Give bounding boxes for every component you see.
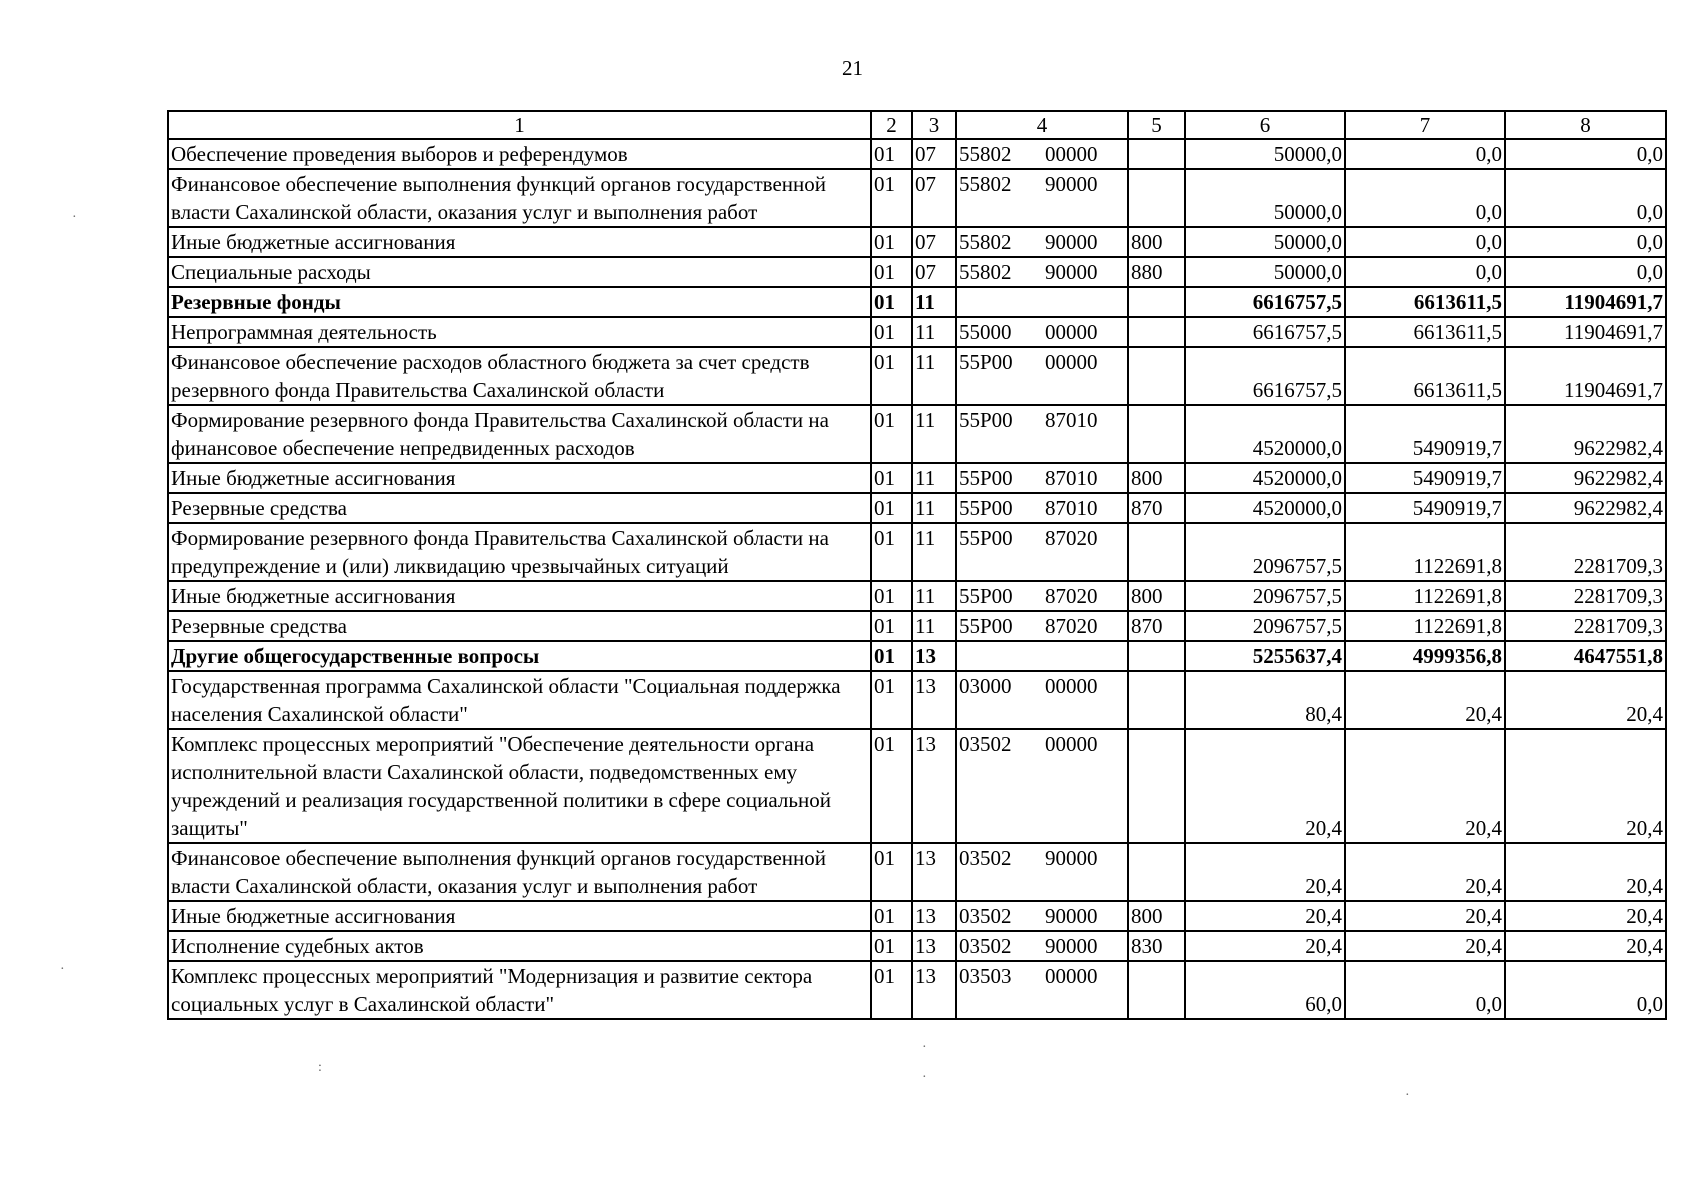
row-section-code: 01 [871, 287, 912, 317]
row-value-col6: 20,4 [1185, 843, 1345, 901]
table-row [168, 729, 1666, 843]
row-target-article-code [956, 843, 1128, 901]
scan-speck: · [922, 1040, 927, 1055]
target-article-program-part: 03503 [959, 964, 1012, 988]
row-target-article-code [956, 227, 1128, 257]
row-value-col6: 20,4 [1185, 729, 1345, 843]
row-value-col8: 0,0 [1505, 227, 1666, 257]
scan-speck: : [318, 1060, 322, 1075]
row-subsection-code: 11 [912, 581, 956, 611]
row-value-col7: 1122691,8 [1345, 611, 1505, 641]
row-value-col6: 6616757,5 [1185, 317, 1345, 347]
target-article-direction-part: 90000 [1045, 172, 1098, 196]
table-row [168, 901, 1666, 931]
row-name-cell: Иные бюджетные ассигнования [168, 463, 871, 493]
row-value-col8: 11904691,7 [1505, 347, 1666, 405]
row-subsection-code: 13 [912, 901, 956, 931]
row-value-col7: 5490919,7 [1345, 463, 1505, 493]
row-target-article-code [956, 257, 1128, 287]
target-article-direction-part: 00000 [1045, 674, 1098, 698]
row-subsection-code: 07 [912, 257, 956, 287]
row-value-col8: 9622982,4 [1505, 463, 1666, 493]
row-expense-type-code: 800 [1128, 227, 1185, 257]
row-name-cell: Финансовое обеспечение расходов областного бюджета за счет средств резервного фонда Правительства Сахалинской области [168, 347, 871, 405]
target-article-program-part: 55802 [959, 260, 1012, 284]
row-value-col7: 20,4 [1345, 931, 1505, 961]
target-article-program-part: 55802 [959, 172, 1012, 196]
row-name-cell: Финансовое обеспечение выполнения функций органов государственной власти Сахалинской области, оказания услуг и выполнения работ [168, 169, 871, 227]
target-article-direction-part: 90000 [1045, 846, 1098, 870]
row-target-article-code [956, 139, 1128, 169]
row-subsection-code: 11 [912, 405, 956, 463]
row-value-col7: 20,4 [1345, 843, 1505, 901]
target-article-program-part: 55000 [959, 320, 1012, 344]
row-section-code: 01 [871, 641, 912, 671]
row-value-col8: 0,0 [1505, 139, 1666, 169]
row-expense-type-code [1128, 729, 1185, 843]
row-target-article-code [956, 901, 1128, 931]
row-value-col7: 6613611,5 [1345, 317, 1505, 347]
row-value-col6: 2096757,5 [1185, 523, 1345, 581]
row-value-col6: 20,4 [1185, 931, 1345, 961]
row-target-article-code [956, 317, 1128, 347]
table-row [168, 169, 1666, 227]
row-name-cell: Комплекс процессных мероприятий "Модернизация и развитие сектора социальных услуг в Сахалинской области" [168, 961, 871, 1019]
table-row [168, 227, 1666, 257]
row-target-article-code [956, 523, 1128, 581]
row-value-col8: 20,4 [1505, 901, 1666, 931]
row-value-col7: 20,4 [1345, 729, 1505, 843]
target-article-direction-part: 00000 [1045, 320, 1098, 344]
row-name-cell: Иные бюджетные ассигнования [168, 901, 871, 931]
row-name-cell: Формирование резервного фонда Правительства Сахалинской области на предупреждение и (или) ликвидацию чрезвычайных ситуаций [168, 523, 871, 581]
row-name-cell: Обеспечение проведения выборов и референдумов [168, 139, 871, 169]
row-name-cell: Непрограммная деятельность [168, 317, 871, 347]
row-expense-type-code: 880 [1128, 257, 1185, 287]
table-header-row [168, 111, 1666, 139]
row-section-code: 01 [871, 523, 912, 581]
row-expense-type-code: 800 [1128, 581, 1185, 611]
target-article-program-part: 03502 [959, 846, 1012, 870]
row-name-cell: Иные бюджетные ассигнования [168, 227, 871, 257]
table-row [168, 931, 1666, 961]
row-value-col7: 6613611,5 [1345, 347, 1505, 405]
row-subsection-code: 07 [912, 169, 956, 227]
row-target-article-code [956, 729, 1128, 843]
row-section-code: 01 [871, 671, 912, 729]
target-article-direction-part: 90000 [1045, 934, 1098, 958]
row-name-cell: Резервные средства [168, 611, 871, 641]
row-value-col6: 2096757,5 [1185, 581, 1345, 611]
table-row [168, 523, 1666, 581]
row-value-col8: 9622982,4 [1505, 405, 1666, 463]
row-subsection-code: 13 [912, 641, 956, 671]
row-value-col6: 6616757,5 [1185, 287, 1345, 317]
table-row [168, 641, 1666, 671]
row-value-col6: 50000,0 [1185, 139, 1345, 169]
page-number: 21 [842, 56, 863, 80]
row-section-code: 01 [871, 347, 912, 405]
target-article-program-part: 03502 [959, 732, 1012, 756]
row-target-article-code [956, 611, 1128, 641]
target-article-program-part: 03000 [959, 674, 1012, 698]
target-article-program-part: 55Р00 [959, 408, 1013, 432]
table-row [168, 139, 1666, 169]
row-section-code: 01 [871, 169, 912, 227]
target-article-direction-part: 87010 [1045, 496, 1098, 520]
target-article-direction-part: 87020 [1045, 614, 1098, 638]
table-row [168, 961, 1666, 1019]
row-value-col7: 20,4 [1345, 671, 1505, 729]
row-subsection-code: 13 [912, 961, 956, 1019]
row-value-col6: 4520000,0 [1185, 405, 1345, 463]
row-value-col8: 9622982,4 [1505, 493, 1666, 523]
row-value-col6: 2096757,5 [1185, 611, 1345, 641]
row-expense-type-code: 830 [1128, 931, 1185, 961]
row-value-col8: 2281709,3 [1505, 611, 1666, 641]
target-article-direction-part: 00000 [1045, 142, 1098, 166]
row-name-cell: Комплекс процессных мероприятий "Обеспечение деятельности органа исполнительной власти Сахалинской области, подведомственных ему учреждений и реализация государственной политики в сфере социальной защиты" [168, 729, 871, 843]
row-value-col7: 4999356,8 [1345, 641, 1505, 671]
row-target-article-code [956, 581, 1128, 611]
table-row [168, 463, 1666, 493]
row-subsection-code: 11 [912, 287, 956, 317]
row-subsection-code: 11 [912, 611, 956, 641]
row-section-code: 01 [871, 493, 912, 523]
row-expense-type-code [1128, 523, 1185, 581]
row-expense-type-code: 870 [1128, 493, 1185, 523]
row-value-col7: 0,0 [1345, 961, 1505, 1019]
row-subsection-code: 13 [912, 843, 956, 901]
row-subsection-code: 11 [912, 523, 956, 581]
row-subsection-code: 13 [912, 729, 956, 843]
row-value-col6: 20,4 [1185, 901, 1345, 931]
table-row [168, 405, 1666, 463]
header-col-1: 1 [168, 111, 871, 139]
row-section-code: 01 [871, 581, 912, 611]
target-article-direction-part: 90000 [1045, 904, 1098, 928]
row-subsection-code: 11 [912, 493, 956, 523]
row-expense-type-code [1128, 671, 1185, 729]
target-article-program-part: 55802 [959, 142, 1012, 166]
row-section-code: 01 [871, 961, 912, 1019]
row-value-col8: 4647551,8 [1505, 641, 1666, 671]
header-col-8: 8 [1505, 111, 1666, 139]
row-section-code: 01 [871, 227, 912, 257]
table-row [168, 287, 1666, 317]
row-subsection-code: 13 [912, 931, 956, 961]
target-article-direction-part: 00000 [1045, 964, 1098, 988]
row-section-code: 01 [871, 901, 912, 931]
target-article-direction-part: 90000 [1045, 230, 1098, 254]
target-article-direction-part: 87020 [1045, 584, 1098, 608]
row-value-col7: 20,4 [1345, 901, 1505, 931]
row-value-col8: 20,4 [1505, 671, 1666, 729]
header-col-6: 6 [1185, 111, 1345, 139]
scan-speck: · [60, 962, 65, 977]
row-value-col8: 20,4 [1505, 729, 1666, 843]
header-col-4: 4 [956, 111, 1128, 139]
row-subsection-code: 11 [912, 317, 956, 347]
row-value-col7: 0,0 [1345, 257, 1505, 287]
row-value-col6: 50000,0 [1185, 227, 1345, 257]
row-value-col8: 20,4 [1505, 931, 1666, 961]
row-value-col8: 11904691,7 [1505, 287, 1666, 317]
row-target-article-code [956, 463, 1128, 493]
row-value-col7: 6613611,5 [1345, 287, 1505, 317]
row-name-cell: Финансовое обеспечение выполнения функций органов государственной власти Сахалинской области, оказания услуг и выполнения работ [168, 843, 871, 901]
header-col-5: 5 [1128, 111, 1185, 139]
target-article-program-part: 55Р00 [959, 466, 1013, 490]
row-target-article-code [956, 405, 1128, 463]
scan-speck: · [72, 210, 77, 225]
table-row [168, 257, 1666, 287]
table-row [168, 317, 1666, 347]
row-value-col7: 1122691,8 [1345, 581, 1505, 611]
table-row [168, 581, 1666, 611]
row-name-cell: Государственная программа Сахалинской области "Социальная поддержка населения Сахалинской области" [168, 671, 871, 729]
row-subsection-code: 11 [912, 347, 956, 405]
row-value-col8: 0,0 [1505, 961, 1666, 1019]
row-expense-type-code: 870 [1128, 611, 1185, 641]
table-row [168, 493, 1666, 523]
row-value-col6: 60,0 [1185, 961, 1345, 1019]
row-section-code: 01 [871, 463, 912, 493]
row-value-col8: 2281709,3 [1505, 523, 1666, 581]
row-expense-type-code [1128, 317, 1185, 347]
row-value-col6: 4520000,0 [1185, 493, 1345, 523]
row-name-cell: Другие общегосударственные вопросы [168, 641, 871, 671]
row-value-col6: 4520000,0 [1185, 463, 1345, 493]
row-value-col8: 2281709,3 [1505, 581, 1666, 611]
row-section-code: 01 [871, 611, 912, 641]
row-target-article-code [956, 169, 1128, 227]
row-section-code: 01 [871, 257, 912, 287]
row-expense-type-code [1128, 287, 1185, 317]
row-value-col7: 0,0 [1345, 169, 1505, 227]
row-target-article-code [956, 641, 1128, 671]
row-section-code: 01 [871, 139, 912, 169]
row-target-article-code [956, 493, 1128, 523]
target-article-direction-part: 00000 [1045, 732, 1098, 756]
row-value-col8: 20,4 [1505, 843, 1666, 901]
row-value-col8: 11904691,7 [1505, 317, 1666, 347]
row-value-col7: 0,0 [1345, 227, 1505, 257]
budget-table [167, 110, 1667, 1020]
row-value-col7: 5490919,7 [1345, 405, 1505, 463]
row-expense-type-code: 800 [1128, 901, 1185, 931]
row-name-cell: Иные бюджетные ассигнования [168, 581, 871, 611]
row-section-code: 01 [871, 729, 912, 843]
row-value-col8: 0,0 [1505, 257, 1666, 287]
target-article-program-part: 55802 [959, 230, 1012, 254]
row-value-col7: 5490919,7 [1345, 493, 1505, 523]
row-section-code: 01 [871, 317, 912, 347]
row-name-cell: Исполнение судебных актов [168, 931, 871, 961]
row-subsection-code: 13 [912, 671, 956, 729]
row-name-cell: Резервные фонды [168, 287, 871, 317]
row-expense-type-code [1128, 961, 1185, 1019]
row-name-cell: Формирование резервного фонда Правительства Сахалинской области на финансовое обеспечение непредвиденных расходов [168, 405, 871, 463]
row-expense-type-code [1128, 405, 1185, 463]
row-section-code: 01 [871, 931, 912, 961]
row-section-code: 01 [871, 405, 912, 463]
target-article-direction-part: 87020 [1045, 526, 1098, 550]
row-expense-type-code [1128, 169, 1185, 227]
target-article-program-part: 03502 [959, 904, 1012, 928]
row-value-col7: 0,0 [1345, 139, 1505, 169]
table-row [168, 347, 1666, 405]
row-subsection-code: 07 [912, 139, 956, 169]
row-expense-type-code: 800 [1128, 463, 1185, 493]
row-name-cell: Резервные средства [168, 493, 871, 523]
table-row [168, 843, 1666, 901]
row-value-col6: 50000,0 [1185, 169, 1345, 227]
row-value-col6: 6616757,5 [1185, 347, 1345, 405]
row-value-col6: 5255637,4 [1185, 641, 1345, 671]
row-target-article-code [956, 961, 1128, 1019]
row-subsection-code: 11 [912, 463, 956, 493]
header-col-2: 2 [871, 111, 912, 139]
target-article-direction-part: 90000 [1045, 260, 1098, 284]
table-row [168, 611, 1666, 641]
row-value-col7: 1122691,8 [1345, 523, 1505, 581]
target-article-program-part: 03502 [959, 934, 1012, 958]
row-expense-type-code [1128, 641, 1185, 671]
header-col-7: 7 [1345, 111, 1505, 139]
row-subsection-code: 07 [912, 227, 956, 257]
row-section-code: 01 [871, 843, 912, 901]
target-article-program-part: 55Р00 [959, 496, 1013, 520]
target-article-program-part: 55Р00 [959, 526, 1013, 550]
table-row [168, 671, 1666, 729]
row-target-article-code [956, 347, 1128, 405]
target-article-direction-part: 00000 [1045, 350, 1098, 374]
row-target-article-code [956, 671, 1128, 729]
target-article-direction-part: 87010 [1045, 408, 1098, 432]
row-expense-type-code [1128, 843, 1185, 901]
row-expense-type-code [1128, 347, 1185, 405]
row-expense-type-code [1128, 139, 1185, 169]
row-value-col6: 50000,0 [1185, 257, 1345, 287]
header-col-3: 3 [912, 111, 956, 139]
scan-speck: · [922, 1070, 927, 1085]
row-value-col6: 80,4 [1185, 671, 1345, 729]
target-article-program-part: 55Р00 [959, 614, 1013, 638]
row-name-cell: Специальные расходы [168, 257, 871, 287]
row-target-article-code [956, 287, 1128, 317]
scan-speck: · [1405, 1088, 1410, 1103]
target-article-program-part: 55Р00 [959, 350, 1013, 374]
row-value-col8: 0,0 [1505, 169, 1666, 227]
target-article-direction-part: 87010 [1045, 466, 1098, 490]
row-target-article-code [956, 931, 1128, 961]
target-article-program-part: 55Р00 [959, 584, 1013, 608]
